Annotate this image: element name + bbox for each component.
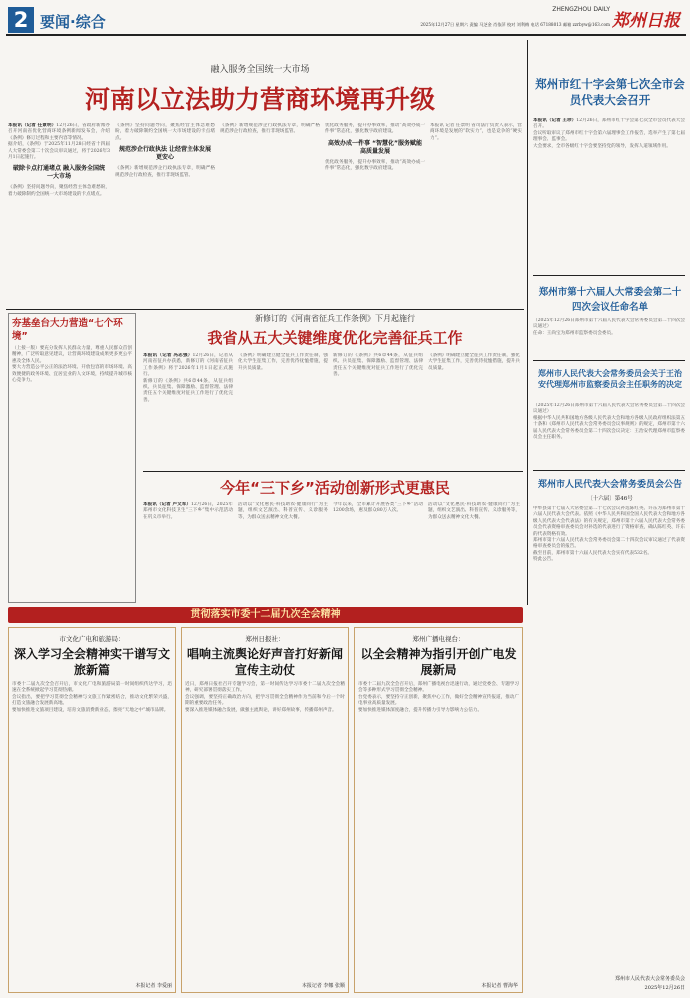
soliciting-p3: 《条例》明确建立健全征兵工作责任制，强化大学生征集工作，完善优待抚恤措施，提升兵员质量。 — [238, 353, 328, 371]
col3-p3: 要加快推进媒体深度融合，提升传播力引导力影响力公信力。 — [358, 707, 483, 713]
three-rural-col-4 — [428, 502, 520, 602]
announcement-p2: 郑州市第十六届人民代表大会常务委员会第二十四次会议审议通过了代表资格审查委员会的报告。 — [533, 538, 685, 550]
lead-headline: 河南以立法助力营商环境再升级 — [84, 85, 435, 112]
col2-p3: 要深入推进媒体融合发展，做强主流舆论，讲好郑州故事，传播郑州声音。 — [185, 707, 337, 713]
dateline: 2025年12月27日 星期六 责编 马芝金 肖依萍 校对 刘利梅 电话 67188013 邮箱 zzrbyw@163.com — [420, 22, 610, 27]
lead-sub3: 高效办成一件事 “智慧化”服务赋能高质量发展 — [328, 139, 422, 155]
right-rule-2 — [533, 360, 685, 361]
decision-headline: 郑州市人民代表大会常务委员会关于王治安代理郑州市监察委员会主任职务的决定 — [538, 369, 682, 389]
editorial-box — [8, 313, 136, 603]
three-rural-p2b: 活动以“文化惠民·科技助农·健康同行”为主题，组织文艺演出、科普宣传、义诊服务等，为群众送去精神文化大餐。 — [428, 502, 520, 520]
lead-col-4 — [325, 123, 425, 303]
col1-kicker: 市文化广电和旅游局： — [59, 635, 125, 643]
soliciting-kicker: 新修订的《河南省征兵工作条例》下月起施行 — [255, 314, 415, 323]
banner-title: 贯彻落实市委十二届九次全会精神 — [190, 609, 341, 620]
standing-committee-note: （2025年12月26日郑州市第十六届人民代表大会常务委员会第二十四次会议通过） — [533, 318, 685, 330]
three-rural-col-3 — [333, 502, 423, 602]
standing-committee-name: 王尚宝为郑州市监察委员会委员。 — [546, 330, 616, 336]
decision-text: 根据中华人民共和国地方各级人民代表大会和地方各级人民政府组织法第五十条和《郑州市人民代表大会常务委员会议事规则》的规定，郑州市第十六届人民代表大会常务委员会第二十四次会议决定：王治安代理郑州市监察委员会主任职务。 — [533, 415, 685, 441]
col1-p2: 会议指出，要把学习贯彻全会精神与文旅工作紧密结合，推动文化繁荣兴盛，打造文旅融合发展新高地。 — [12, 694, 172, 707]
three-rural-p3: 今年以来，全市累计开展各类“三下乡”活动1200余场，惠及群众80万人次。 — [333, 502, 423, 514]
standing-committee-item: 任命： — [533, 330, 547, 336]
col1-author: 本报记者 李爱丽 — [135, 983, 172, 989]
col2-author: 本报记者 李娜 张顺 — [301, 983, 345, 989]
soliciting-bottom-rule — [143, 471, 523, 472]
paper-logo: 郑州日报 — [612, 11, 680, 30]
soliciting-col-1 — [143, 353, 233, 468]
announcement-number: 〔十六届〕第46号 — [587, 496, 633, 502]
lead-col-5 — [430, 123, 522, 303]
editorial-p2: 要大力营造公平公正的法治环境、开放包容的市场环境、高效便捷的政务环境、宜居宜业的人文环境，持续提升城市核心竞争力。 — [12, 365, 132, 384]
three-rural-p2: 活动以“文化惠民·科技助农·健康同行”为主题，组织文艺演出、科普宣传、义诊服务等，为群众送去精神文化大餐。 — [238, 502, 328, 520]
announcement-headline: 郑州市人民代表大会常务委员会公告 — [537, 480, 682, 490]
page-number: 2 — [8, 7, 34, 33]
lead-p6: 本报讯 记者 任景明 省司法厅负责人表示，营商环境是发展的“软实力”，也是竞争的“硬实力”。 — [430, 123, 522, 141]
lead-sub2: 规范涉企行政执法 让经营主体发展更安心 — [118, 146, 212, 162]
soliciting-col-4 — [428, 353, 520, 468]
right-top-body — [533, 118, 685, 268]
announcement-date: 2025年12月26日 — [644, 985, 685, 991]
three-rural-col-2 — [238, 502, 328, 602]
three-rural-headline: 今年“三下乡”活动创新形式更惠民 — [220, 479, 450, 497]
standing-committee-headline: 郑州市第十六届人大常委会第二十四次会议任命名单 — [538, 287, 682, 313]
col2-p2: 会议强调，要坚持正确政治方向，把学习贯彻全会精神作为当前和今后一个时期的重要政治任务。 — [185, 694, 345, 707]
editorial-headline: 夯基垒台大力营造“七个环境” — [12, 318, 123, 342]
soliciting-col-3 — [333, 353, 423, 468]
lead-p5b: 优化政务服务，提升办事效率，推动“高效办成一件事”常态化，强化数字政府建设。 — [325, 159, 425, 172]
col2-headline: 唱响主流舆论好声音打好新闻宣传主动仗 — [186, 647, 343, 677]
masthead-rule — [6, 34, 686, 36]
decision-note: （2025年12月26日郑州市第十六届人民代表大会常务委员会第二十四次会议通过） — [533, 403, 685, 415]
announcement-p3: 截至目前，郑州市第十六届人民代表大会实有代表532名。 — [533, 550, 653, 556]
three-rural-p1: 12月26日，2025年郑州市文化科技卫生“三下乡”集中示范活动在巩义市举行。 — [143, 502, 233, 520]
right-top-byline: 本报讯（记者 王珍） — [533, 118, 577, 123]
lead-p5: 优化政务服务，提升办事效率，推动“高效办成一件事”常态化，强化数字政府建设。 — [325, 123, 425, 135]
announcement-body — [533, 506, 685, 974]
right-rule-1 — [533, 275, 685, 276]
col1-p3: 要加快推进文旅项目建设，培育文旅消费新业态，擦亮“天地之中”城市品牌。 — [12, 707, 169, 713]
lead-byline: 本报讯（记者 任景明） — [8, 123, 57, 128]
right-top-p1: 12月26日，郑州市红十字会第七次全市会员代表大会召开。 — [533, 118, 685, 130]
standing-committee-body — [533, 318, 685, 358]
three-rural-col-1 — [143, 502, 233, 602]
col3-author: 本报记者 曹海华 — [481, 983, 518, 989]
col1-p1: 市委十二届九次全会召开后，市文化广电和旅游局第一时间组织传达学习，迅速在全系统掀起学习贯彻热潮。 — [12, 682, 172, 694]
right-top-p2: 会议听取审议了郑州市红十字会第六届理事会工作报告，选举产生了第七届理事会、监事会。 — [533, 130, 685, 143]
soliciting-p2b: 新修订的《条例》共6章44条，从征兵组织、兵员征集、保障激励、监督管理、法律责任五个关键维度对征兵工作进行了优化完善。 — [333, 353, 423, 378]
paper-name-en: ZHENGZHOU DAILY — [552, 6, 610, 13]
lead-bottom-rule — [6, 309, 524, 310]
col2-kicker: 郑州日报社： — [245, 635, 285, 643]
lead-p4b: 《条例》新增规范涉企行政执法专章，明确严格规范涉企行政检查，推行非现场监管。 — [220, 123, 320, 135]
lead-sub1: 破除卡点打通堵点 融入服务全国统一大市场 — [12, 165, 106, 181]
announcement-text: 中牟县第十七届人大常委会第二十七次会议补选陈红英、许东为郑州市第十六届人民代表大会代表。依照《中华人民共和国全国人民代表大会和地方各级人民代表大会代表法》的有关规定，郑州市第十六届人民代表大会常务委员会代表资格审查委员会对补选的代表进行了资格审查，确认陈红英、许东的代表资格有效。 — [533, 506, 685, 537]
bottom-col-1 — [8, 627, 176, 993]
soliciting-p3b: 《条例》明确建立健全征兵工作责任制，强化大学生征集工作，完善优待抚恤措施，提升兵员质量。 — [428, 353, 520, 371]
lead-p3b: 《条例》坚持问题导向，聚焦经营主体急难愁盼，着力破除制约全国统一大市场建设的卡点堵点。 — [115, 123, 215, 141]
soliciting-col-2 — [238, 353, 328, 468]
right-column-divider — [527, 40, 528, 605]
soliciting-byline: 本报讯（记者 冯志强） — [143, 353, 193, 358]
bottom-col-3 — [354, 627, 523, 993]
lead-kicker: 融入服务全国统一大市场 — [210, 65, 310, 74]
right-rule-3 — [533, 470, 685, 471]
soliciting-p1: 12月26日，记者从河南省征兵办获悉，新修订的《河南省征兵工作条例》将于2026年1月1日起正式施行。 — [143, 353, 233, 378]
announcement-sign: 郑州市人民代表大会常务委员会 — [614, 976, 685, 982]
col3-headline: 以全会精神为指引开创广电发展新局 — [360, 647, 517, 677]
right-top-p3: 大会要求，全市各级红十字会要坚持党的领导，发挥人道领域作用。 — [533, 143, 671, 149]
col3-kicker: 郑州广播电视台： — [412, 635, 465, 643]
col1-headline: 深入学习全会精神实干谱写文旅新篇 — [13, 647, 170, 677]
lead-p2: 据介绍，《条例》于2025年11月28日经省十四届人大常委会第二十次会议审议通过，将于2026年3月1日起施行。 — [8, 142, 110, 161]
soliciting-p2: 新修订的《条例》共6章44条，从征兵组织、兵员征集、保障激励、监督管理、法律责任五个关键维度对征兵工作进行了优化完善。 — [143, 378, 233, 403]
announcement-p4: 特此公告。 — [533, 557, 556, 563]
lead-col-3 — [220, 123, 320, 303]
editorial-p1: （上接一版）要充分发挥人民群众力量，尊重人民群众首创精神，广泛听取意见建议，让营商环境建设成果更多更公平惠及全体人民。 — [12, 346, 132, 364]
col3-p1: 市委十二届九次全会召开后，郑州广播电视台迅速行动，通过党委会、专题学习会等多种形式学习贯彻全会精神。 — [358, 682, 519, 694]
section-name: 要闻·综合 — [40, 13, 106, 31]
right-top-headline: 郑州市红十字会第七次全市会员代表大会召开 — [535, 77, 685, 107]
decision-body — [533, 403, 685, 465]
col3-p2: 台党委表示，要坚持守正创新，聚焦中心工作，做好全会精神宣传报道，推动广电事业高质量发展。 — [358, 694, 519, 707]
bottom-col-2 — [181, 627, 349, 993]
lead-col-2 — [115, 123, 215, 303]
lead-p1: 12月26日，省政府新闻办召开河南省优化营商环境条例新闻发布会，介绍《条例》修订过程和主要内容等情况。 — [8, 123, 110, 141]
soliciting-headline: 我省从五大关键维度优化完善征兵工作 — [207, 329, 463, 347]
lead-p3: 《条例》坚持问题导向，聚焦经营主体急难愁盼，着力破除制约全国统一大市场建设的卡点堵点。 — [8, 185, 110, 197]
three-rural-byline: 本报讯（记者 卢文军） — [143, 502, 191, 507]
lead-col-1 — [8, 123, 110, 303]
lead-p4: 《条例》新增规范涉企行政执法专章，明确严格规范涉企行政检查，推行非现场监管。 — [115, 166, 215, 178]
col2-p1: 近日，郑州日报社召开专题学习会，第一时间传达学习市委十二届九次全会精神，研究部署贯彻落实工作。 — [185, 682, 345, 694]
